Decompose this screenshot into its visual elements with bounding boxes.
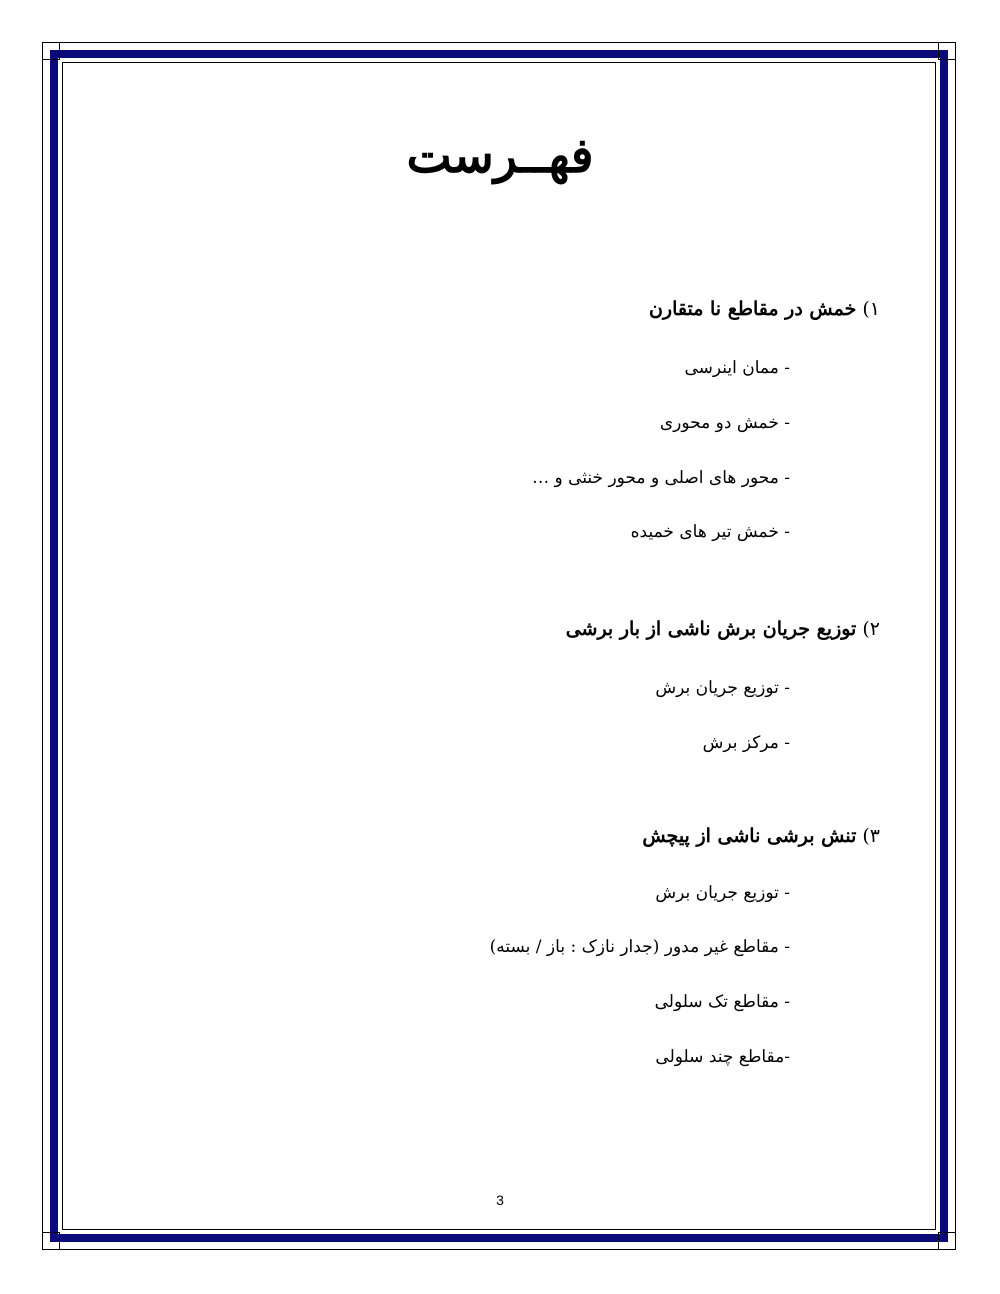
toc-item: - توزیع جریان برش <box>655 678 790 698</box>
page-border-inner <box>62 62 936 1230</box>
section-title: تنش برشی ناشی از پیچش <box>642 825 857 847</box>
section-title: توزیع جریان برش ناشی از بار برشی <box>565 618 857 640</box>
toc-item: - خمش دو محوری <box>659 413 790 433</box>
toc-item: - مقاطع غیر مدور (جدار نازک : باز / بسته) <box>489 937 790 957</box>
section-heading-3 <box>642 825 880 847</box>
toc-item: - مقاطع تک سلولی <box>654 992 790 1012</box>
section-number: ۱) <box>862 298 880 320</box>
page-number: 3 <box>496 1192 504 1208</box>
border-corner-top-right <box>938 42 956 60</box>
border-corner-bottom-left <box>42 1232 60 1250</box>
section-title: خمش در مقاطع نا متقارن <box>648 298 857 320</box>
section-number: ۳) <box>862 825 880 847</box>
toc-item: - مرکز برش <box>702 733 790 753</box>
section-number: ۲) <box>862 618 880 640</box>
border-corner-top-left <box>42 42 60 60</box>
border-corner-bottom-right <box>938 1232 956 1250</box>
page-title: فهــرست <box>406 128 594 184</box>
section-heading-1 <box>649 298 880 320</box>
section-heading-2 <box>566 618 880 640</box>
toc-item: -مقاطع چند سلولی <box>655 1047 790 1067</box>
toc-item: - خمش تیر های خمیده <box>630 522 790 542</box>
toc-item: - ممان اینرسی <box>684 358 790 378</box>
toc-item: - محور های اصلی و محور خنثی و … <box>532 468 790 488</box>
toc-item: - توزیع جریان برش <box>655 883 790 903</box>
